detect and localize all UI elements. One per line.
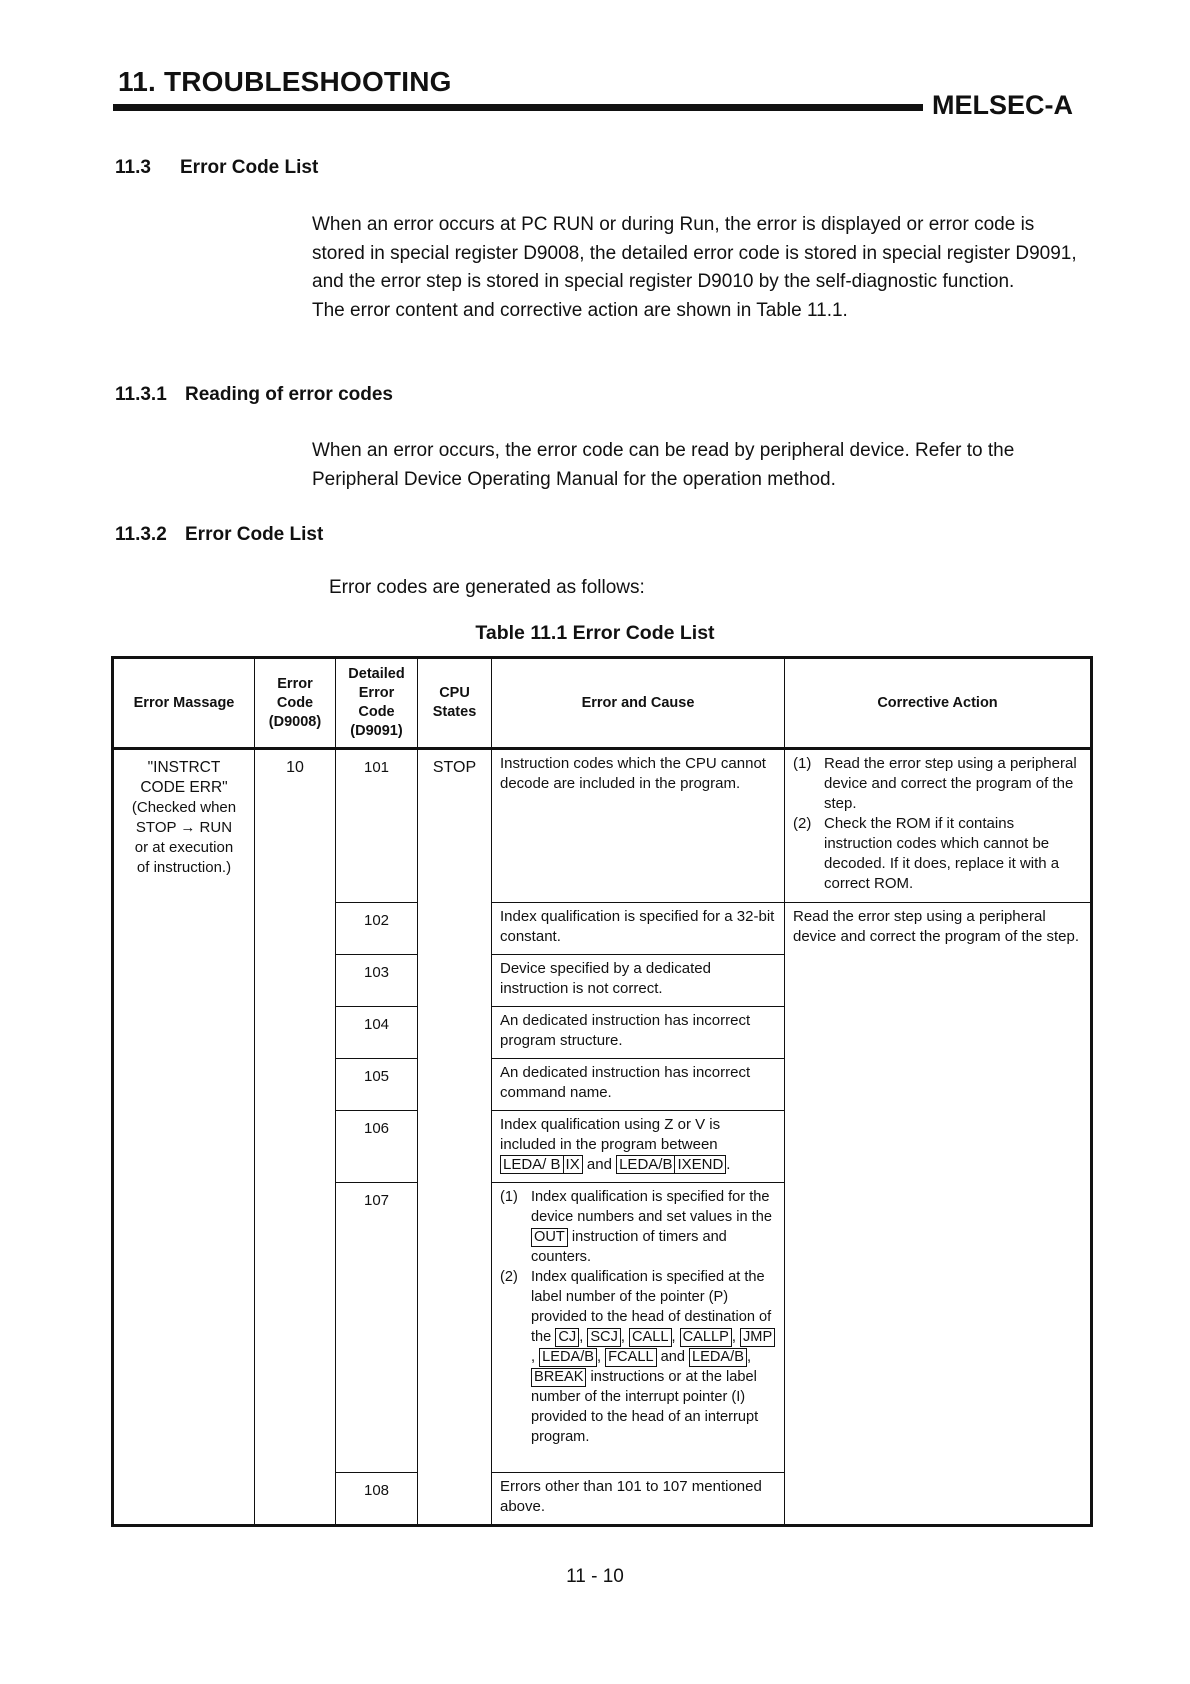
error-message-cell — [113, 749, 255, 1526]
section-title: Error Code List — [185, 524, 324, 545]
section-number: 11.3.1 — [115, 384, 167, 405]
instruction-box: IX — [564, 1155, 583, 1174]
paragraph: When an error occurs at PC RUN or during Run, the error is displayed or error code is stored in special register D9008, the detailed error code is stored in special register D9091, and the error step is stored in special register D9010 by the self-diagnostic function. — [312, 214, 1077, 292]
item-number: (2) — [500, 1269, 518, 1285]
header-detailed-error-code — [336, 658, 418, 749]
action-cell — [785, 749, 1092, 903]
item-number: (1) — [793, 755, 812, 772]
header-line: (D9008) — [268, 713, 322, 730]
cause-cell — [492, 1111, 785, 1183]
header-corrective-action: Corrective Action — [785, 658, 1092, 749]
action-item — [793, 754, 1082, 814]
section-number: 11.3 — [115, 157, 151, 178]
detailed-code-cell: 108 — [336, 1473, 418, 1526]
item-text — [531, 1187, 776, 1267]
header-line: (D9091) — [350, 723, 403, 739]
item-number: (1) — [500, 1189, 518, 1205]
instruction-box: IXEND — [675, 1155, 726, 1174]
header-line: CPU — [439, 685, 470, 701]
paragraph: The error content and corrective action are shown in Table 11.1. — [312, 299, 848, 321]
cpu-state-cell: STOP — [418, 749, 492, 1526]
section-11-3-body — [312, 211, 1082, 325]
detailed-code-cell: 102 — [336, 903, 418, 955]
table-header-row — [113, 658, 1092, 749]
item-text: Index qualification is specified at the label number of the pointer (P) provided to the head of destination of the CJ , SCJ , CALL , CALLP , JMP, LEDA/B , FCALL and LEDA/B , BREAK instructions or at the label number of the interrupt pointer (I) provided to the head of an interrupt program. — [531, 1267, 776, 1447]
instruction-box: LEDA/B — [616, 1155, 675, 1174]
message-line: or at execution — [134, 839, 234, 856]
detailed-code-cell: 107 — [336, 1183, 418, 1473]
section-title: Reading of error codes — [185, 384, 393, 405]
action-cell-shared: Read the error step using a peripheral device and correct the program of the step. — [785, 903, 1092, 1526]
section-title: Error Code List — [180, 157, 319, 178]
section-number: 11.3.2 — [115, 524, 167, 545]
cause-cell: An dedicated instruction has incorrect program structure. — [492, 1007, 785, 1059]
instruction-box: LEDA/ B — [500, 1155, 564, 1174]
header-line: Detailed — [348, 666, 405, 682]
cause-text: instructions or at the label number of the interrupt pointer (I) provided to the head of an interrupt program. — [531, 1369, 759, 1445]
instruction-box: OUT — [531, 1228, 568, 1247]
cause-cell: Errors other than 101 to 107 mentioned above. — [492, 1473, 785, 1526]
message-line: STOP → RUN — [135, 819, 233, 836]
detailed-code-cell: 104 — [336, 1007, 418, 1059]
item-text: Read the error step using a peripheral device and correct the program of the step. — [824, 755, 1077, 812]
item-text: Check the ROM if it contains instruction codes which cannot be decoded. If it does, replace it with a correct ROM. — [824, 815, 1060, 892]
cause-cell: Instruction codes which the CPU cannot decode are included in the program. — [492, 749, 785, 903]
instruction-box: CJ — [555, 1328, 579, 1347]
header-line: Error — [277, 675, 313, 692]
detailed-code-cell: 101 — [336, 749, 418, 903]
header-rule — [113, 104, 923, 111]
header-error-message: Error Massage — [113, 658, 255, 749]
cause-item — [500, 1267, 776, 1447]
header-error-code — [255, 658, 336, 749]
cause-text: and — [586, 1156, 612, 1173]
instruction-box: BREAK — [531, 1368, 586, 1387]
message-line: CODE ERR" — [140, 779, 228, 796]
detailed-code-cell: 103 — [336, 955, 418, 1007]
cause-cell: Index qualification is specified for a 32-bit constant. — [492, 903, 785, 955]
header-line: States — [432, 704, 477, 720]
cause-text: Index qualification is specified for the device numbers and set values in the — [531, 1189, 772, 1225]
message-line: (Checked when — [131, 799, 237, 816]
header-line: Code — [358, 704, 395, 720]
table-row — [113, 749, 1092, 903]
page-number: 11 - 10 — [566, 1566, 624, 1587]
cause-text: Index qualification is specified at the label number of the pointer (P) provided to the head of destination of the — [531, 1269, 772, 1345]
instruction-box: FCALL — [605, 1348, 656, 1367]
section-11-3-heading — [115, 157, 318, 179]
header-line: Error — [358, 685, 395, 701]
message-line: "INSTRCT — [147, 759, 221, 776]
instruction-box: SCJ — [587, 1328, 621, 1347]
cause-item — [500, 1187, 776, 1267]
cause-cell — [492, 1183, 785, 1473]
instruction-box: CALL — [629, 1328, 672, 1347]
cause-text: instruction of timers and counters. — [531, 1229, 727, 1265]
cause-cell: Device specified by a dedicated instruction is not correct. — [492, 955, 785, 1007]
section-11-3-1-body — [312, 437, 1082, 494]
error-code-table — [111, 656, 1093, 1527]
paragraph: Error codes are generated as follows: — [329, 577, 645, 598]
cause-text: Index qualification using Z or V is included in the program between — [500, 1116, 721, 1153]
chapter-title: 11. TROUBLESHOOTING — [118, 66, 452, 97]
error-code-cell: 10 — [255, 749, 336, 1526]
detailed-code-cell: 106 — [336, 1111, 418, 1183]
instruction-box: CALLP — [680, 1328, 732, 1347]
cause-text: and — [660, 1349, 685, 1365]
instruction-box: LEDA/B — [539, 1348, 597, 1367]
section-11-3-2-body — [329, 574, 1099, 603]
detailed-code-cell: 105 — [336, 1059, 418, 1111]
instruction-box: JMP — [740, 1328, 775, 1347]
cause-text: . — [726, 1156, 731, 1173]
header-cpu-states — [418, 658, 492, 749]
brand-label: MELSEC-A — [932, 90, 1073, 120]
item-number: (2) — [793, 815, 812, 832]
section-11-3-2-heading — [115, 524, 323, 546]
message-line: of instruction.) — [136, 859, 232, 876]
paragraph: When an error occurs, the error code can be read by peripheral device. Refer to the Peripheral Device Operating Manual for the operation method. — [312, 440, 1015, 490]
instruction-box: LEDA/B — [689, 1348, 747, 1367]
cause-cell: An dedicated instruction has incorrect command name. — [492, 1059, 785, 1111]
table-title: Table 11.1 Error Code List — [475, 622, 715, 644]
header-error-and-cause: Error and Cause — [492, 658, 785, 749]
action-item — [793, 814, 1082, 894]
section-11-3-1-heading — [115, 384, 393, 406]
header-line: Code — [276, 694, 314, 711]
